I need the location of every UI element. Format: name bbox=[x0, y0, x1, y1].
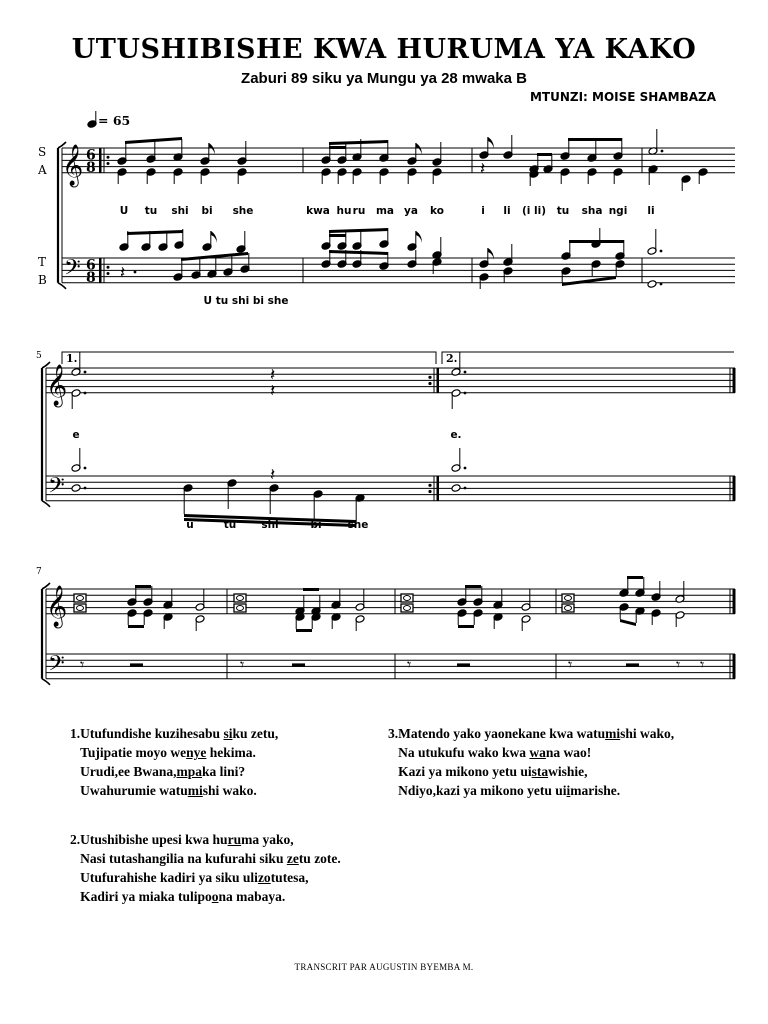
time-signature-denominator: 8 bbox=[86, 269, 96, 286]
note-beam bbox=[329, 140, 388, 145]
note-beam bbox=[135, 585, 151, 588]
stressed-syllable: ze bbox=[286, 851, 299, 866]
stressed-syllable: o bbox=[211, 889, 219, 904]
breve-note bbox=[237, 606, 244, 611]
note-beam bbox=[568, 138, 622, 141]
note-beam bbox=[296, 629, 312, 632]
verse-text: Uwahurumie watu bbox=[70, 783, 188, 798]
lyric-syllable: e. bbox=[450, 429, 462, 441]
repeat-dot bbox=[428, 376, 431, 379]
note-beam bbox=[465, 585, 481, 588]
measure-number: 7 bbox=[36, 567, 42, 577]
eighth-rest: 𝄾 bbox=[240, 655, 245, 674]
quarter-rest: 𝄽 bbox=[120, 263, 126, 283]
breve-note bbox=[404, 606, 411, 611]
quarter-rest: 𝄽 bbox=[270, 365, 276, 385]
lyric-syllable: shi bbox=[261, 519, 279, 531]
stressed-syllable: si bbox=[223, 726, 233, 741]
note-dot bbox=[464, 487, 467, 490]
note-beam bbox=[329, 234, 346, 237]
repeat-barline bbox=[99, 258, 102, 283]
stressed-syllable: sta bbox=[531, 764, 549, 779]
half-rest bbox=[292, 663, 305, 667]
repeat-dot bbox=[428, 490, 431, 493]
repeat-barline bbox=[99, 148, 102, 173]
staff-label: B bbox=[38, 273, 47, 287]
tempo-marking: = 65 bbox=[98, 113, 131, 128]
treble-clef: 𝄞 bbox=[62, 144, 84, 186]
verse-text: Urudi,ee Bwana, bbox=[70, 764, 177, 779]
composer-credit: MTUNZI: MOISE SHAMBAZA bbox=[529, 90, 716, 104]
lyric-syllable: ru bbox=[352, 205, 366, 217]
stressed-syllable: zo bbox=[257, 870, 271, 885]
verse-3 bbox=[388, 724, 674, 800]
quarter-rest: 𝄽 bbox=[270, 465, 276, 485]
note-dot bbox=[84, 467, 87, 470]
note-flag bbox=[209, 143, 215, 155]
lyric-syllable: (i li) bbox=[521, 205, 547, 217]
measure-number: 5 bbox=[36, 351, 42, 361]
half-rest bbox=[457, 663, 470, 667]
note-beam bbox=[627, 576, 643, 579]
verse-line bbox=[70, 724, 278, 743]
page-subtitle: Zaburi 89 siku ya Mungu ya 28 mwaka B bbox=[241, 70, 527, 87]
staff-label: S bbox=[38, 145, 47, 159]
lyric-syllable: li bbox=[503, 205, 511, 217]
verse-text: ku zetu, bbox=[232, 726, 279, 741]
breve-note bbox=[237, 596, 244, 601]
lyric-syllable: kwa bbox=[306, 205, 330, 217]
lyric-syllable: ko bbox=[430, 205, 444, 217]
stressed-syllable: wa bbox=[529, 745, 546, 760]
note-beam bbox=[562, 276, 616, 286]
stressed-syllable: mi bbox=[605, 726, 621, 741]
stressed-syllable: ru bbox=[227, 832, 242, 847]
half-rest bbox=[626, 663, 639, 667]
note-beam bbox=[569, 240, 624, 243]
note-flag bbox=[416, 231, 422, 243]
eighth-rest: 𝄾 bbox=[676, 655, 681, 674]
note-flag bbox=[416, 143, 422, 155]
verse-2 bbox=[70, 830, 341, 906]
eighth-rest: 𝄾 bbox=[700, 655, 705, 674]
lyric-syllable: ngi bbox=[608, 205, 628, 217]
lyric-syllable: tu bbox=[223, 519, 237, 531]
note-dot bbox=[661, 150, 664, 153]
treble-clef: 𝄞 bbox=[46, 585, 68, 627]
verse-line bbox=[70, 743, 278, 762]
note-beam bbox=[181, 252, 248, 261]
final-barline bbox=[733, 589, 736, 614]
note-dot bbox=[84, 392, 87, 395]
stressed-syllable: mi bbox=[187, 783, 203, 798]
verse-line bbox=[70, 887, 341, 906]
verse-line bbox=[70, 762, 278, 781]
eighth-rest: 𝄾 bbox=[407, 655, 412, 674]
lyric-syllable: e bbox=[72, 429, 80, 441]
verse-text: Ndiyo,kazi ya mikono yetu ui bbox=[388, 783, 567, 798]
volta-bracket bbox=[442, 352, 734, 364]
note-beam bbox=[620, 619, 636, 626]
lyric-syllable: ma bbox=[375, 205, 395, 217]
note-beam bbox=[303, 588, 319, 591]
verse-text: 2.Utushibishe upesi kwa hu bbox=[70, 832, 228, 847]
verse-text: na wao! bbox=[545, 745, 592, 760]
verse-text: Tujipatie moyo we bbox=[70, 745, 187, 760]
verse-text: tu zote. bbox=[298, 851, 341, 866]
time-signature-numerator: 6 bbox=[86, 257, 96, 274]
lyric-syllable: u bbox=[186, 519, 194, 531]
verse-text: hekima. bbox=[206, 745, 256, 760]
note-beam bbox=[329, 146, 346, 149]
breve-note bbox=[565, 606, 572, 611]
note-dot bbox=[660, 283, 663, 286]
stressed-syllable: i bbox=[566, 783, 571, 798]
verse-line bbox=[70, 849, 341, 868]
treble-clef: 𝄞 bbox=[46, 364, 68, 406]
breve-note bbox=[565, 596, 572, 601]
note-beam bbox=[329, 228, 388, 233]
final-barline bbox=[733, 476, 736, 501]
verse-text: Utufurahishe kadiri ya siku uli bbox=[70, 870, 258, 885]
breve-note bbox=[77, 606, 84, 611]
note-head bbox=[647, 280, 657, 289]
repeat-dot bbox=[428, 484, 431, 487]
verse-text: tutesa, bbox=[270, 870, 309, 885]
bass-clef: 𝄢 bbox=[64, 255, 81, 286]
eighth-rest: 𝄾 bbox=[80, 655, 85, 674]
note-dot bbox=[84, 371, 87, 374]
note-head bbox=[71, 484, 81, 493]
final-barline bbox=[733, 654, 736, 679]
lyric-syllable: she bbox=[347, 519, 369, 531]
lyric-syllable: bi bbox=[201, 205, 213, 217]
lyric-syllable: li bbox=[647, 205, 655, 217]
verse-text: 3.Matendo yako yaonekane kwa watu bbox=[388, 726, 606, 741]
lyric-syllable: U bbox=[119, 205, 129, 217]
final-barline bbox=[733, 368, 736, 393]
note-beam bbox=[329, 250, 388, 255]
transcriber-credit: TRANSCRIT PAR AUGUSTIN BYEMBA M. bbox=[294, 962, 474, 972]
lyric-syllable: tu bbox=[144, 205, 158, 217]
note-beam bbox=[458, 625, 474, 628]
repeat-barline bbox=[437, 368, 440, 393]
verse-text: Kadiri ya miaka tulipo bbox=[70, 889, 212, 904]
volta-label: 1. bbox=[66, 352, 78, 365]
verse-1 bbox=[70, 724, 278, 800]
eighth-rest: 𝄾 bbox=[568, 655, 573, 674]
verse-text: 1.Utufundishe kuzihesabu bbox=[70, 726, 224, 741]
staff-label: T bbox=[38, 255, 47, 269]
verse-line bbox=[70, 830, 341, 849]
repeat-dot bbox=[107, 156, 110, 159]
staff-label: A bbox=[38, 163, 47, 177]
bass-clef: 𝄢 bbox=[48, 473, 65, 504]
stressed-syllable: nye bbox=[186, 745, 207, 760]
repeat-dot bbox=[428, 382, 431, 385]
verse-text: Nasi tutashangilia na kufurahi siku bbox=[70, 851, 287, 866]
lyric-syllable: bi bbox=[310, 519, 322, 531]
verse-text: ma yako, bbox=[241, 832, 294, 847]
breve-note bbox=[404, 596, 411, 601]
lyric-syllable: sha bbox=[581, 205, 603, 217]
note-beam bbox=[537, 153, 552, 156]
note-dot bbox=[660, 250, 663, 253]
verse-line bbox=[388, 724, 674, 743]
note-dot bbox=[464, 467, 467, 470]
lyric-line: U tu shi bi she bbox=[203, 295, 289, 307]
breve-note bbox=[77, 596, 84, 601]
repeat-dot bbox=[107, 162, 110, 165]
note-dot bbox=[464, 392, 467, 395]
time-signature-numerator: 6 bbox=[86, 147, 96, 164]
verse-line bbox=[388, 743, 674, 762]
note-flag bbox=[488, 137, 494, 149]
verse-text: marishe. bbox=[570, 783, 621, 798]
quarter-rest: 𝄽 bbox=[480, 159, 486, 179]
verse-line bbox=[70, 868, 341, 887]
verse-text: Na utukufu wako kwa bbox=[388, 745, 530, 760]
lyric-syllable: hu bbox=[336, 205, 352, 217]
verse-text: ka lini? bbox=[202, 764, 246, 779]
note-flag bbox=[211, 231, 217, 243]
page-title: UTUSHIBISHE KWA HURUMA YA KAKO bbox=[71, 34, 697, 65]
repeat-dot bbox=[107, 266, 110, 269]
time-signature-denominator: 8 bbox=[86, 159, 96, 176]
note-beam bbox=[125, 137, 182, 144]
bass-clef: 𝄢 bbox=[48, 651, 65, 682]
verse-text: na mabaya. bbox=[218, 889, 286, 904]
volta-bracket bbox=[62, 352, 436, 364]
note-dot bbox=[464, 371, 467, 374]
verse-text: shi wako, bbox=[620, 726, 675, 741]
note-head bbox=[451, 484, 461, 493]
lyric-syllable: shi bbox=[171, 205, 189, 217]
repeat-barline bbox=[437, 476, 440, 501]
verse-text: wishie, bbox=[548, 764, 588, 779]
repeat-dot bbox=[107, 272, 110, 275]
volta-label: 2. bbox=[446, 352, 458, 365]
verse-line bbox=[388, 781, 674, 800]
half-rest bbox=[130, 663, 143, 667]
lyric-syllable: she bbox=[232, 205, 254, 217]
verse-line bbox=[388, 762, 674, 781]
note-dot bbox=[134, 271, 137, 274]
lyric-syllable: i bbox=[481, 205, 485, 217]
verse-text: Kazi ya mikono yetu ui bbox=[388, 764, 532, 779]
note-dot bbox=[84, 487, 87, 490]
lyric-syllable: tu bbox=[556, 205, 570, 217]
note-beam bbox=[127, 230, 183, 235]
verse-line bbox=[70, 781, 278, 800]
quarter-rest: 𝄽 bbox=[270, 381, 276, 401]
stressed-syllable: mpa bbox=[176, 764, 203, 779]
note-beam bbox=[128, 625, 144, 628]
lyric-syllable: ya bbox=[404, 205, 418, 217]
verse-text: shi wako. bbox=[202, 783, 257, 798]
